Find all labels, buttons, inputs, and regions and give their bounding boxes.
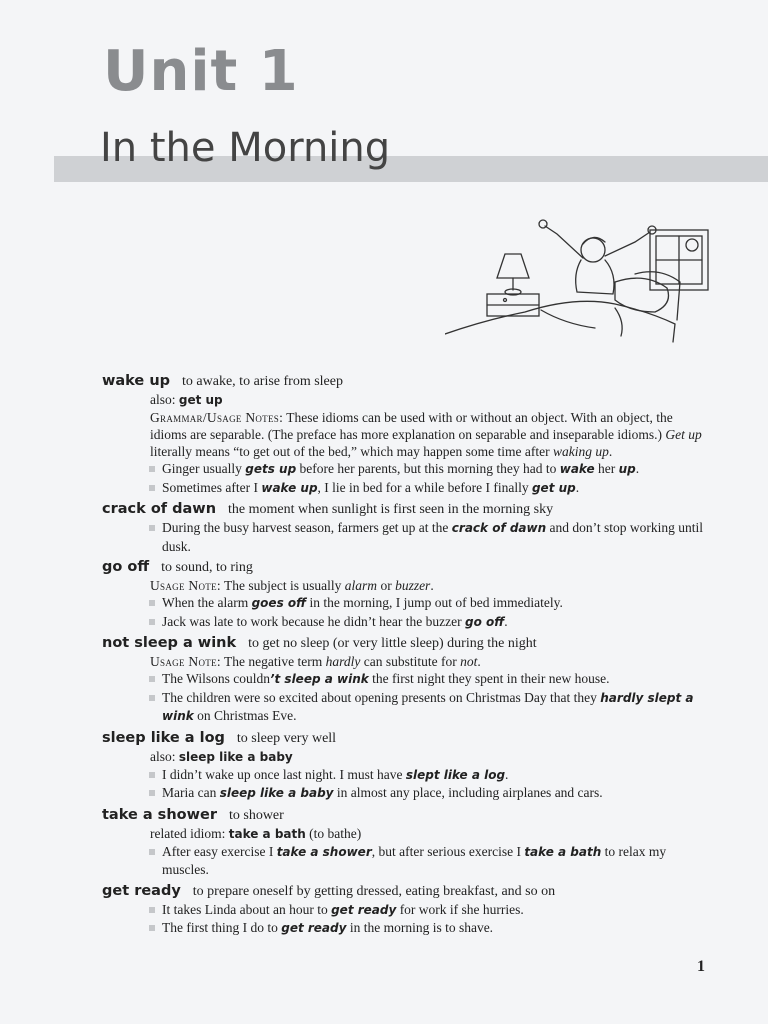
- entry-head: [102, 806, 712, 825]
- example-idiom: go off: [465, 614, 505, 629]
- note-label: Usage Note:: [150, 654, 221, 669]
- example-text: , but after serious exercise I: [371, 843, 525, 859]
- idiom-entry-sleep-like-a-log: [102, 729, 712, 803]
- entry-head: [102, 882, 712, 901]
- example-text: on Christmas Eve.: [193, 708, 297, 723]
- example-text: .: [504, 613, 508, 629]
- idiom-definition: to awake, to arise from sleep: [182, 374, 343, 389]
- idiom-entry-not-sleep-a-wink: [102, 634, 712, 726]
- example-text: Sometimes after I: [162, 479, 262, 495]
- idiom-entry-wake-up: [102, 372, 712, 497]
- example-text: The first thing I do to: [162, 920, 282, 935]
- also-term: get up: [178, 393, 223, 407]
- example-sentence: [162, 766, 712, 785]
- example-text: I didn’t wake up once last night. I must have: [162, 766, 406, 782]
- note-emphasis: buzzer: [395, 578, 431, 593]
- note-text: .: [608, 444, 613, 459]
- related-term: take a bath: [228, 826, 306, 841]
- example-text: the first night they spent in their new house.: [368, 671, 610, 686]
- idiom-term: wake up: [102, 373, 171, 389]
- idiom-definition: the moment when sunlight is first seen in the morning sky: [228, 502, 554, 517]
- bullet-icon: [149, 619, 155, 625]
- entry-head: [102, 372, 712, 391]
- idiom-definition: to get no sleep (or very little sleep) during the night: [248, 636, 537, 651]
- example-text: .: [575, 479, 580, 495]
- example-text: The children were so excited about opening presents on Christmas Day that they: [162, 689, 601, 705]
- idiom-term: get ready: [102, 882, 181, 899]
- idiom-entry-get-ready: [102, 882, 712, 938]
- related-definition: (to bathe): [305, 825, 362, 841]
- bullet-icon: [149, 695, 155, 701]
- note-emphasis: waking up: [553, 444, 609, 459]
- example-text: Maria can: [162, 785, 220, 800]
- example-text: During the busy harvest season, farmers get up at the: [162, 520, 452, 535]
- note-emphasis: hardly: [325, 654, 361, 669]
- idiom-term: sleep like a log: [102, 729, 225, 746]
- entry-head: [102, 558, 712, 577]
- example-idiom: wake: [559, 462, 595, 476]
- note-emphasis: Get up: [665, 427, 702, 442]
- idiom-term: not sleep a wink: [102, 635, 237, 651]
- note-label: Grammar/Usage Notes:: [150, 410, 284, 425]
- example-text: When the alarm: [162, 595, 252, 610]
- idiom-entry-crack-of-dawn: [102, 500, 712, 555]
- note-text: or: [377, 578, 396, 593]
- note-text: These idioms can be used with or without an object. With an object, the idioms are separable. (The preface has more explanation on separable and inseparable idioms.): [150, 410, 673, 442]
- unit-label: Unit 1: [103, 39, 299, 104]
- example-idiom: goes off: [251, 596, 307, 610]
- note-text: literally means “to get out of the bed,” which may happen some time after: [150, 444, 553, 459]
- note-emphasis: not: [460, 654, 478, 669]
- idiom-entry-go-off: [102, 558, 712, 631]
- example-text: After easy exercise I: [162, 843, 277, 859]
- example-idiom: get up: [531, 480, 576, 495]
- example-sentence: [162, 519, 712, 555]
- related-label: related idiom:: [150, 825, 226, 841]
- example-idiom: gets up: [245, 462, 297, 476]
- example-text: .: [505, 766, 509, 782]
- example-sentence: [162, 843, 712, 879]
- example-sentence: [162, 689, 712, 726]
- bullet-icon: [149, 790, 155, 796]
- example-text: her: [594, 461, 619, 476]
- unit-title: In the Morning: [100, 125, 391, 171]
- also-term: sleep like a baby: [178, 749, 293, 764]
- note-text: .: [430, 578, 434, 593]
- bullet-icon: [149, 525, 155, 531]
- note-text: The negative term: [220, 654, 326, 669]
- note-text: can substitute for: [360, 654, 461, 669]
- note-text: .: [477, 654, 481, 669]
- example-text: Jack was late to work because he didn’t hear the buzzer: [162, 613, 465, 629]
- idiom-definition: to prepare oneself by getting dressed, eating breakfast, and so on: [192, 883, 556, 899]
- also-label: also:: [150, 748, 176, 764]
- example-text: The Wilsons couldn: [162, 671, 270, 686]
- note-label: Usage Note:: [150, 578, 221, 593]
- example-text: and don’t stop working until dusk.: [162, 520, 704, 554]
- idiom-definition: to sleep very well: [236, 730, 337, 746]
- also-line: [150, 748, 712, 766]
- bullet-icon: [149, 600, 155, 606]
- bullet-icon: [149, 676, 155, 682]
- example-text: before her parents, but this morning they had to: [296, 461, 560, 476]
- idiom-term: take a shower: [102, 806, 217, 823]
- bullet-icon: [149, 466, 155, 472]
- entry-head: [102, 500, 712, 519]
- example-sentence: [162, 613, 712, 632]
- page-number: 1: [697, 958, 705, 975]
- example-idiom: sleep like a baby: [219, 786, 334, 800]
- example-idiom: get ready: [331, 902, 397, 917]
- example-text: to relax my muscles.: [162, 843, 667, 877]
- entry-head: [102, 729, 712, 748]
- waking-up-illustration: [445, 212, 715, 347]
- usage-note: [150, 409, 712, 460]
- example-idiom: hardly slept a wink: [162, 690, 694, 723]
- example-sentence: [162, 919, 712, 938]
- example-text: in almost any place, including airplanes and cars.: [333, 785, 603, 800]
- example-text: .: [635, 461, 640, 476]
- bullet-icon: [149, 485, 155, 491]
- idiom-definition: to sound, to ring: [161, 560, 253, 575]
- bullet-icon: [149, 849, 155, 855]
- example-idiom: up: [618, 462, 636, 476]
- also-line: [150, 391, 712, 409]
- example-text: , I lie in bed for a while before I finally: [317, 479, 532, 495]
- idiom-definition: to shower: [228, 807, 284, 823]
- example-idiom: ’t sleep a wink: [269, 672, 369, 686]
- example-idiom: crack of dawn: [451, 521, 547, 535]
- entry-head: [102, 634, 712, 653]
- example-sentence: [162, 594, 712, 613]
- example-idiom: get ready: [281, 921, 347, 935]
- example-sentence: [162, 460, 712, 479]
- bullet-icon: [149, 772, 155, 778]
- idiom-list: [102, 372, 712, 941]
- usage-note: [150, 577, 712, 594]
- example-idiom: slept like a log: [405, 767, 506, 782]
- idiom-entry-take-a-shower: [102, 806, 712, 879]
- example-idiom: wake up: [261, 480, 318, 495]
- example-text: for work if she hurries.: [396, 901, 524, 917]
- example-sentence: [162, 784, 712, 803]
- example-sentence: [162, 901, 712, 920]
- also-label: also:: [150, 392, 176, 407]
- example-text: It takes Linda about an hour to: [162, 901, 332, 917]
- idiom-term: crack of dawn: [102, 501, 217, 517]
- example-idiom: take a shower: [276, 844, 372, 859]
- usage-note: [150, 653, 712, 670]
- example-sentence: [162, 479, 712, 498]
- example-idiom: take a bath: [524, 844, 602, 859]
- example-text: Ginger usually: [162, 461, 246, 476]
- idiom-term: go off: [102, 559, 150, 575]
- related-idiom-line: [150, 825, 712, 843]
- note-emphasis: alarm: [344, 578, 378, 593]
- bullet-icon: [149, 925, 155, 931]
- example-text: in the morning is to shave.: [346, 920, 494, 935]
- example-sentence: [162, 670, 712, 689]
- example-text: in the morning, I jump out of bed immediately.: [306, 595, 563, 610]
- bullet-icon: [149, 907, 155, 913]
- note-text: The subject is usually: [220, 578, 345, 593]
